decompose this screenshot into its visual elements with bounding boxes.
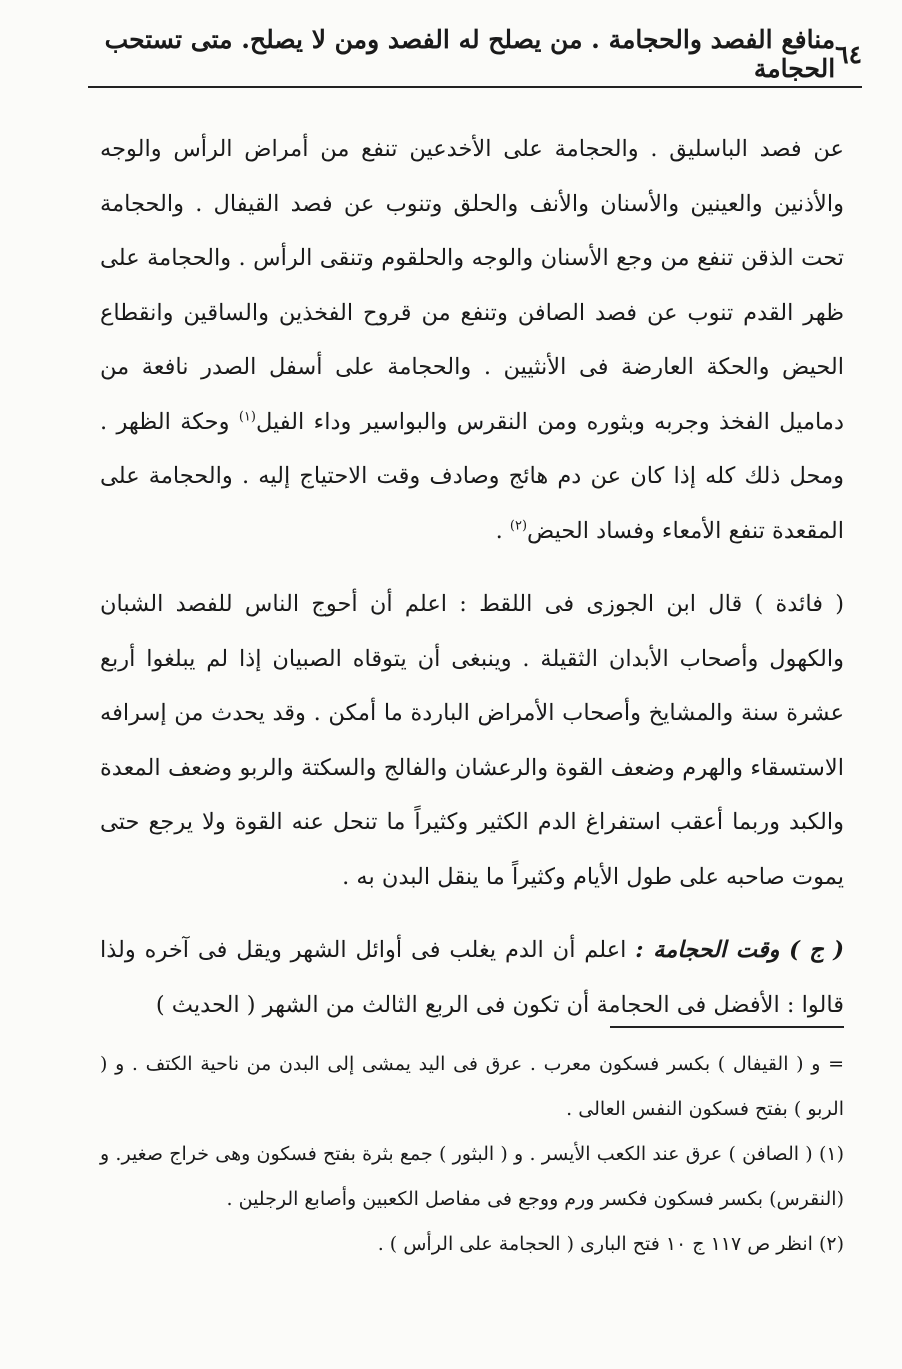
paragraph-cupping-sites	[100, 122, 844, 558]
page-header	[88, 25, 862, 83]
paragraph-text: عن فصد الباسليق . والحجامة على الأخدعين تنفع من أمراض الرأس والوجه والأذنين والعينين والأسنان والأنف والحلق وتنوب عن فصد القيفال . والحجامة تحت الذقن تنفع من وجع الأسنان والوجه والحلقوم وتنقى الرأس . والحجامة على ظهر القدم تنوب عن فصد الصافن وتنفع من قروح الفخذين والساقين وانقطاع الحيض والحكة العارضة فى الأنثيين . والحجامة على أسفل الصدر نافعة من دماميل الفخذ وجربه وبثوره ومن النقرس والبواسير وداء الفيل	[100, 136, 844, 435]
paragraph-text: وحكة الظهر . ومحل ذلك كله إذا كان عن دم هائج وصادف وقت الاحتياج إليه . والحجامة على المقعدة تنفع الأمعاء وفساد الحيض	[100, 408, 844, 544]
paragraph-text: اعلم أن الدم يغلب فى أوائل الشهر ويقل فى آخره ولذا قالوا : الأفضل فى الحجامة أن تكون فى الربع الثالث من الشهر ( الحديث )	[100, 937, 844, 1018]
footnote-ref-2: (٢)	[509, 518, 528, 533]
paragraph-cupping-time	[100, 923, 844, 1032]
footnotes	[100, 1042, 844, 1267]
footnote-divider	[610, 1026, 844, 1028]
footnote-1: (١) ( الصافن ) عرق عند الكعب الأيسر . و ( البثور ) جمع بثرة بفتح فسكون وهى خراج صغير. و (النقرس) بكسر فسكون فكسر ورم ووجع فى مفاصل الكعبين وأصابع الرجلين .	[100, 1143, 844, 1210]
main-text	[100, 122, 844, 1032]
header-divider	[88, 86, 862, 88]
footnote-2: (٢) انظر ص ١١٧ ج ١٠ فتح البارى ( الحجامة على الرأس ) .	[377, 1233, 844, 1255]
running-title: منافع الفصد والحجامة . من يصلح له الفصد ومن لا يصلح. متى تستحب الحجامة	[104, 25, 836, 83]
page-number: ٦٤	[835, 39, 862, 69]
footnote-ref-1: (١)	[238, 409, 256, 424]
footnote-continued: = و ( القيفال ) بكسر فسكون معرب . عرق فى اليد يمشى إلى البدن من ناحية الكتف . و ( الربو ) بفتح فسكون النفس العالى .	[100, 1053, 844, 1120]
paragraph-benefit: ( فائدة ) قال ابن الجوزى فى اللقط : اعلم أن أحوج الناس للفصد الشبان والكهول وأصحاب الأبدان الثقيلة . وينبغى أن يتوقاه الصبيان إذا لم يبلغوا أربع عشرة سنة والمشايخ وأصحاب الأمراض الباردة ما أمكن . وقد يحدث من إسرافه الاستسقاء والهرم وضعف القوة والرعشان والفالج والسكتة والربو وضعف المعدة والكبد وربما أعقب استفراغ الدم الكثير وكثيراً ما تنحل عنه القوة ولا يرجع حتى يموت صاحبه على طول الأيام وكثيراً ما ينقل البدن به .	[100, 591, 844, 890]
section-heading: ( ج ) وقت الحجامة :	[635, 937, 844, 963]
paragraph-text: .	[495, 517, 510, 544]
